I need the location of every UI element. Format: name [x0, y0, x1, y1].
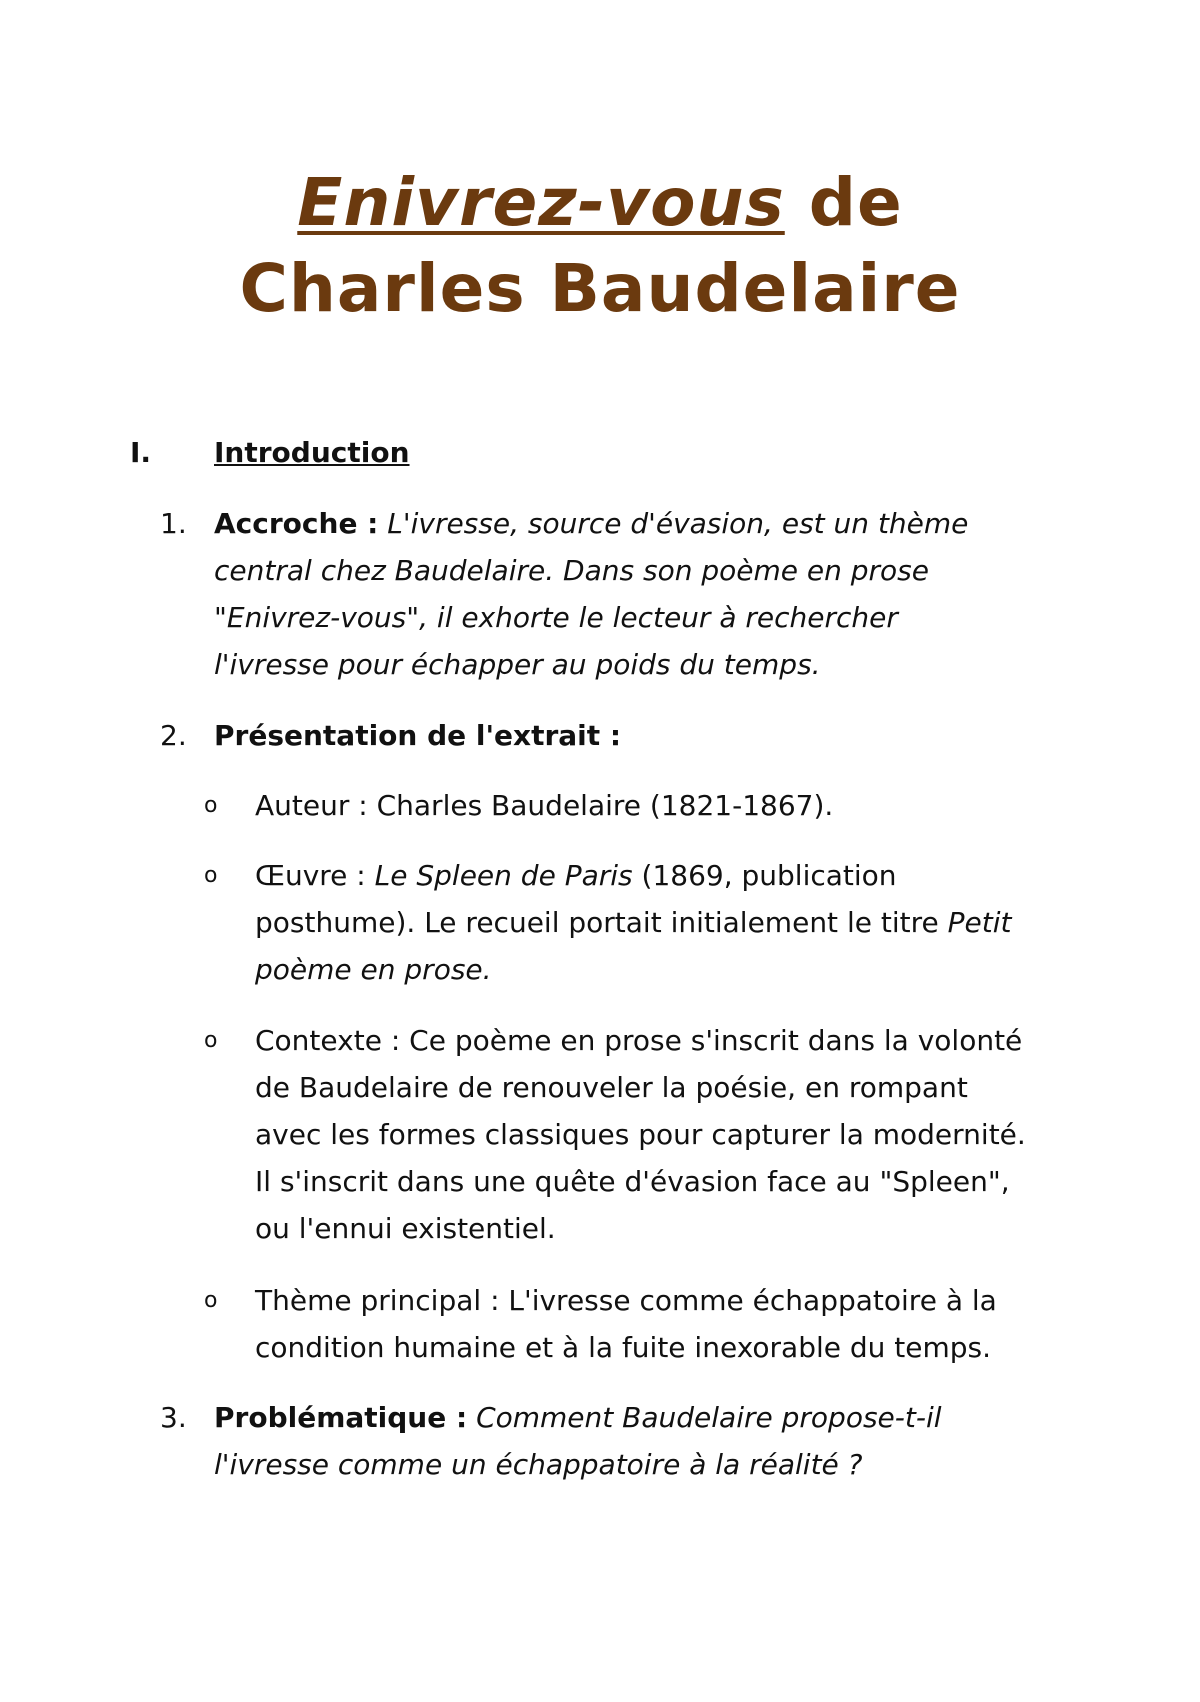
item-text: Comment Baudelaire propose-t-il l'ivresse comme un échappatoire à la réalité ?: [214, 1401, 942, 1481]
item-lead: Problématique :: [214, 1401, 468, 1434]
work-title: Le Spleen de Paris: [374, 859, 633, 892]
sub-item-contexte: Contexte : Ce poème en prose s'inscrit dans la volonté de Baudelaire de renouveler la poésie, en rompant avec les formes classiques pour capturer la modernité. Il s'inscrit dans une quête d'évasion face au "Spleen", ou l'ennui existentiel.: [255, 1024, 1026, 1245]
sub-item-theme: Thème principal : L'ivresse comme échappatoire à la condition humaine et à la fuite inexorable du temps.: [255, 1284, 997, 1364]
list-item-presentation: [214, 712, 1014, 759]
item-text: L'ivresse, source d'évasion, est un thème central chez Baudelaire. Dans son poème en prose "Enivrez-vous", il exhorte le lecteur à rechercher l'ivresse pour échapper au poids du temps.: [214, 507, 969, 681]
original-title: Petit poème en prose.: [255, 906, 1012, 986]
bullet-marker: o: [204, 793, 218, 818]
title-work-name: Enivrez-vous: [297, 164, 785, 241]
bullet-marker: o: [204, 1288, 218, 1313]
document-title: [0, 160, 1200, 332]
list-item-number: 2.: [160, 719, 187, 752]
title-connector: de: [784, 164, 903, 241]
sub-item-auteur: Auteur : Charles Baudelaire (1821-1867).: [255, 789, 834, 822]
item-lead: Présentation de l'extrait :: [214, 719, 622, 752]
sub-item-middle: (1869, publication posthume). Le recueil portait initialement le titre: [255, 859, 948, 939]
list-item-number: 3.: [160, 1401, 187, 1434]
bullet-marker: o: [204, 1028, 218, 1053]
list-item-number: 1.: [160, 507, 187, 540]
list-item-accroche: [214, 500, 1014, 688]
sub-item-oeuvre: [255, 852, 1035, 993]
item-lead: Accroche :: [214, 507, 379, 540]
section-number: I.: [130, 436, 152, 469]
title-author: Charles Baudelaire: [239, 250, 961, 327]
bullet-marker: o: [204, 863, 218, 888]
sub-item-prefix: Œuvre :: [255, 859, 375, 892]
list-item-problematique: [214, 1394, 1014, 1488]
section-heading: Introduction: [214, 436, 410, 469]
